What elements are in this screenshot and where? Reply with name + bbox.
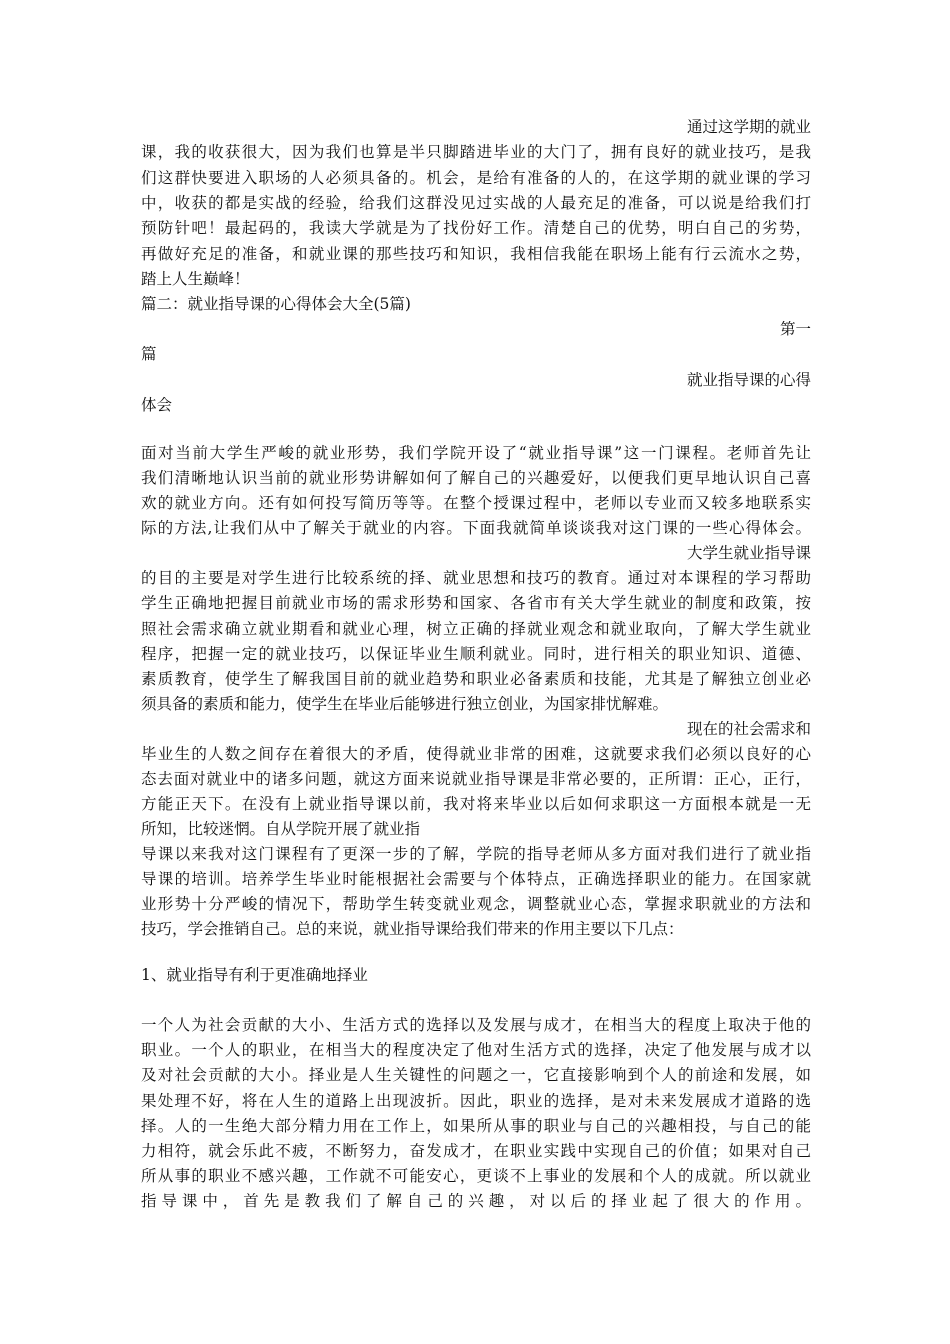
text-line: 导课以来我对这门课程有了更深一步的了解，学院的指导老师从多方面对我们进行了就业指 bbox=[141, 845, 811, 863]
text-line: 通过这学期的就业 bbox=[686, 118, 811, 136]
text-line: 我们清晰地认识当前的就业形势讲解如何了解自己的兴趣爱好，以便我们更早地认识自己喜 bbox=[141, 469, 811, 487]
text-line: 指导课中，首先是教我们了解自己的兴趣，对以后的择业起了很大的作用。 bbox=[141, 1192, 811, 1210]
text-line: 大学生就业指导课 bbox=[686, 544, 811, 562]
text-line: 体会 bbox=[141, 396, 173, 414]
text-line: 们这群快要进入职场的人必须具备的。机会，是给有准备的人的，在这学期的就业课的学习 bbox=[141, 169, 811, 187]
text-line: 际的方法,让我们从中了解关于就业的内容。下面我就简单谈谈我对这门课的一些心得体会。 bbox=[141, 519, 811, 537]
text-line: 素质教育，使学生了解我国目前的就业趋势和职业必备素质和技能，尤其是了解独立创业必 bbox=[141, 670, 811, 688]
text-line: 中，收获的都是实战的经验，给我们这群没见过实战的人最充足的准备，可以说是给我们打 bbox=[141, 194, 811, 212]
text-line: 力相符，就会乐此不疲，不断努力，奋发成才，在职业实践中实现自己的价值；如果对自己 bbox=[141, 1142, 811, 1160]
text-line: 就业指导课的心得 bbox=[686, 371, 811, 389]
text-line: 业形势十分严峻的情况下，帮助学生转变就业观念，调整就业心态，掌握求职就业的方法和 bbox=[141, 895, 811, 913]
text-line: 择。人的一生绝大部分精力用在工作上，如果所从事的职业与自己的兴趣相投，与自己的能 bbox=[141, 1117, 811, 1135]
text-line: 果处理不好，将在人生的道路上出现波折。因此，职业的选择，是对未来发展成才道路的选 bbox=[141, 1092, 811, 1110]
text-line: 再做好充足的准备，和就业课的那些技巧和知识，我相信我能在职场上能有行云流水之势， bbox=[141, 245, 811, 263]
section-heading: 篇二：就业指导课的心得体会大全(5篇) bbox=[141, 295, 411, 313]
text-line: 态去面对就业中的诸多问题，就这方面来说就业指导课是非常必要的，正所谓：正心，正行， bbox=[141, 770, 811, 788]
text-line: 所知，比较迷惘。自从学院开展了就业指 bbox=[141, 820, 421, 838]
text-line: 第一 bbox=[779, 320, 811, 338]
text-line: 欢的就业方向。还有如何投写简历等等。在整个授课过程中，老师以专业而又较多地联系实 bbox=[141, 494, 811, 512]
text-line: 课，我的收获很大，因为我们也算是半只脚踏进毕业的大门了，拥有良好的就业技巧，是我 bbox=[141, 143, 811, 161]
text-line: 踏上人生巅峰！ bbox=[141, 270, 250, 288]
text-line bbox=[141, 1214, 811, 1238]
subsection-heading: 1、就业指导有利于更准确地择业 bbox=[141, 966, 368, 984]
text-line: 毕业生的人数之间存在着很大的矛盾，使得就业非常的困难，这就要求我们必须以良好的心 bbox=[141, 745, 811, 763]
text-line: 篇 bbox=[141, 345, 157, 363]
text-line: 及对社会贡献的大小。择业是人生关键性的问题之一，它直接影响到个人的前途和发展，如 bbox=[141, 1066, 811, 1084]
text-line: 预防针吧！最起码的，我读大学就是为了找份好工作。清楚自己的优势，明白自己的劣势， bbox=[141, 219, 811, 237]
text-line: 导课的培训。培养学生毕业时能根据社会需要与个体特点，正确选择职业的能力。在国家就 bbox=[141, 870, 811, 888]
text-line: 的目的主要是对学生进行比较系统的择、就业思想和技巧的教育。通过对本课程的学习帮助 bbox=[141, 569, 811, 587]
text-line: 一个人为社会贡献的大小、生活方式的选择以及发展与成才，在相当大的程度上取决于他的 bbox=[141, 1016, 811, 1034]
text-line: 学生正确地把握目前就业市场的需求形势和国家、各省市有关大学生就业的制度和政策，按 bbox=[141, 594, 811, 612]
text-line: 技巧，学会推销自己。总的来说，就业指导课给我们带来的作用主要以下几点： bbox=[141, 920, 684, 938]
text-line: 现在的社会需求和 bbox=[686, 720, 811, 738]
text-line: 面对当前大学生严峻的就业形势，我们学院开设了“就业指导课”这一门课程。老师首先让 bbox=[141, 444, 811, 462]
text-line: 所从事的职业不感兴趣，工作就不可能安心，更谈不上事业的发展和个人的成就。所以就业 bbox=[141, 1167, 811, 1185]
text-line: 照社会需求确立就业期看和就业心理，树立正确的择就业观念和就业取向，了解大学生就业 bbox=[141, 620, 811, 638]
text-line: 职业。一个人的职业，在相当大的程度决定了他对生活方式的选择，决定了他发展与成才以 bbox=[141, 1041, 811, 1059]
text-line: 程序，把握一定的就业技巧，以保证毕业生顺利就业。同时，进行相关的职业知识、道德、 bbox=[141, 645, 811, 663]
text-line: 方能正天下。在没有上就业指导课以前，我对将来毕业以后如何求职这一方面根本就是一无 bbox=[141, 795, 811, 813]
text-line: 须具备的素质和能力，使学生在毕业后能够进行独立创业，为国家排忧解难。 bbox=[141, 695, 669, 713]
